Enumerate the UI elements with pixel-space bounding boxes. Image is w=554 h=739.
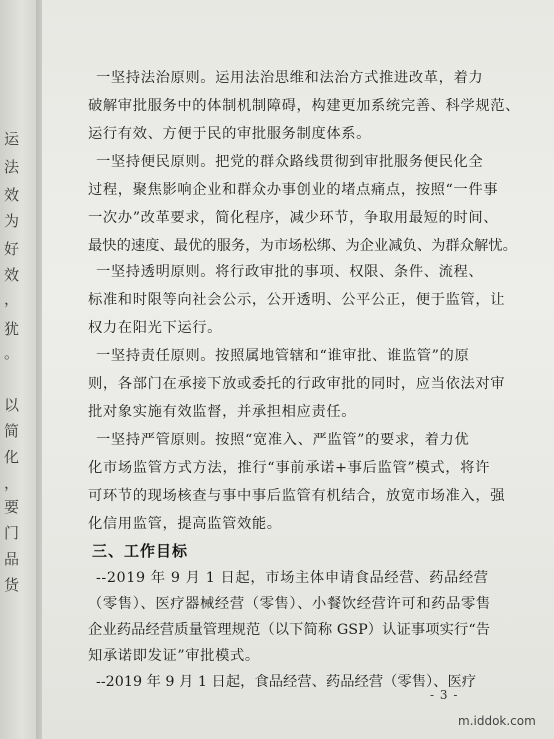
left-char: 简 <box>4 422 20 440</box>
paragraph-line: 标准和时限等向社会公示，公开透明、公平公正，便于监管，让 <box>88 292 506 308</box>
paragraph-line: 知承诺即发证”审批模式。 <box>88 648 260 664</box>
paragraph-line: 破解审批服务中的体制机制障碍，构建更加系统完善、科学规范、 <box>88 98 521 114</box>
paragraph-line: 一坚持法治原则。运用法治思维和法治方式推进改革，着力 <box>96 70 484 86</box>
paragraph-line: 化信用监管，提高监管效能。 <box>88 516 282 532</box>
left-char: 以 <box>4 396 20 414</box>
page-number: - 3 - <box>430 688 459 702</box>
left-char: 犹 <box>4 320 20 338</box>
left-char: 运 <box>4 130 20 148</box>
paragraph-line: 企业药品经营质量管理规范（以下简称 GSP）认证事项实行“告 <box>88 622 490 638</box>
left-char: ， <box>4 290 20 308</box>
left-char: 货 <box>4 576 20 594</box>
paragraph-line: 一次办”改革要求，简化程序，减少环节，争取用最短的时间、 <box>88 210 499 226</box>
paragraph-line: 化市场监管方式方法，推行“事前承诺+事后监管”模式，将许 <box>88 460 490 476</box>
paragraph-line: （零售）、医疗器械经营（零售）、小餐饮经营许可和药品零售 <box>88 596 491 612</box>
left-char: 为 <box>4 212 20 230</box>
paragraph-line: 一坚持透明原则。将行政审批的事项、权限、条件、流程、 <box>96 264 484 280</box>
section-heading: 三、工作目标 <box>92 542 189 560</box>
left-char: 要 <box>4 498 20 516</box>
previous-page-edge <box>0 0 36 739</box>
left-char: 效 <box>4 186 20 204</box>
left-char: ， <box>4 474 20 492</box>
paragraph-line: 过程，聚焦影响企业和群众办事创业的堵点痛点，按照“一件事 <box>88 182 499 198</box>
paragraph-line: 最快的速度、最优的服务，为市场松绑、为企业减负、为群众解忧。 <box>88 238 517 254</box>
paragraph-line: 权力在阳光下运行。 <box>88 320 223 336</box>
left-char: 效 <box>4 266 20 284</box>
paragraph-line: 可环节的现场核查与事中事后监管有机结合，放宽市场准入，强 <box>88 488 506 504</box>
paragraph-line: 一坚持严管原则。按照“宽准入、严监管”的要求，着力优 <box>96 432 470 448</box>
paragraph-line: --2019 年 9 月 1 日起，食品经营、药品经营（零售）、医疗 <box>96 674 477 690</box>
paragraph-line: 一坚持责任原则。按照属地管辖和“谁审批、谁监管”的原 <box>96 348 470 364</box>
paragraph-line: 批对象实施有效监督，并承担相应责任。 <box>88 404 357 420</box>
paragraph-line: --2019 年 9 月 1 日起，市场主体申请食品经营、药品经营 <box>96 570 489 586</box>
watermark-text: m.iddok.com <box>458 714 536 728</box>
left-char: 品 <box>4 550 20 568</box>
paragraph-line: 则，各部门在承接下放或委托的行政审批的同时，应当依法对审 <box>88 376 506 392</box>
left-char: 。 <box>4 344 20 362</box>
paragraph-line: 运行有效、方便于民的审批服务制度体系。 <box>88 126 372 142</box>
paragraph-line: 一坚持便民原则。把党的群众路线贯彻到审批服务便民化全 <box>96 154 484 170</box>
left-char: 门 <box>4 524 20 542</box>
left-char: 好 <box>4 240 20 258</box>
left-char: 化 <box>4 448 20 466</box>
left-char: 法 <box>4 158 20 176</box>
